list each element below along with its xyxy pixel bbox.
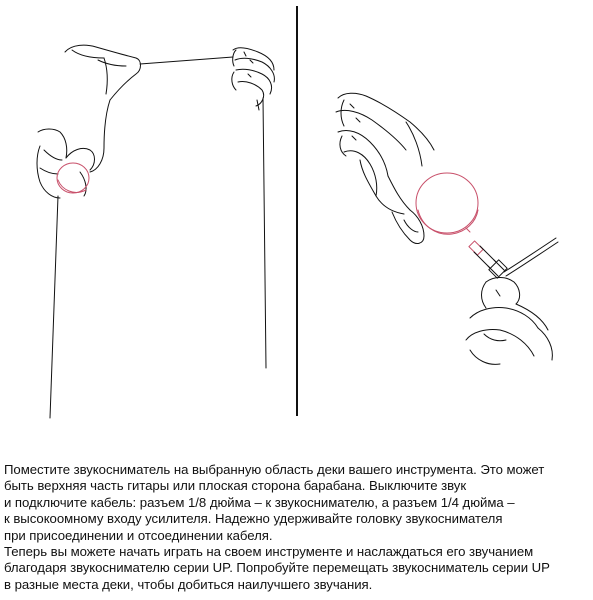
left-panel-drawing [37, 45, 274, 418]
instrument-left-edge [50, 196, 58, 418]
instrument-top-edge [140, 57, 233, 64]
instruction-line: быть верхняя часть гитары или плоская сторона барабана. Выключите звук [4, 478, 467, 494]
hand-holding-pickup [336, 93, 434, 243]
pickup-on-instrument [57, 163, 89, 193]
upper-left-hand [65, 45, 141, 172]
instrument-right-edge [263, 98, 266, 368]
instruction-line: к высокоомному входу усилителя. Надежно удерживайте головку звукоснимателя [4, 511, 503, 527]
instruction-line: благодаря звукоснимателю серии UP. Попробуйте перемещать звукосниматель серии UP [4, 560, 550, 576]
instructions-text [4, 462, 591, 593]
instruction-line: и подключите кабель: разъем 1/8 дюйма – к звукоснимателю, а разъем 1/4 дюйма – [4, 494, 515, 510]
upper-right-hand [232, 48, 275, 106]
instruction-line: Поместите звукосниматель на выбранную область деки вашего инструмента. Это может [4, 462, 545, 477]
pickup-disc [416, 173, 478, 234]
instruction-line: в разные места деки, чтобы добиться наилучшего звучания. [4, 576, 373, 592]
cable-jack [469, 238, 558, 278]
hand-holding-cable [466, 278, 552, 365]
right-panel-drawing [336, 93, 558, 364]
instruction-line: при присоединении и отсоединении кабеля. [4, 527, 273, 543]
instruction-line: Теперь вы можете начать играть на своем инструменте и наслаждаться его звучанием [4, 544, 534, 560]
